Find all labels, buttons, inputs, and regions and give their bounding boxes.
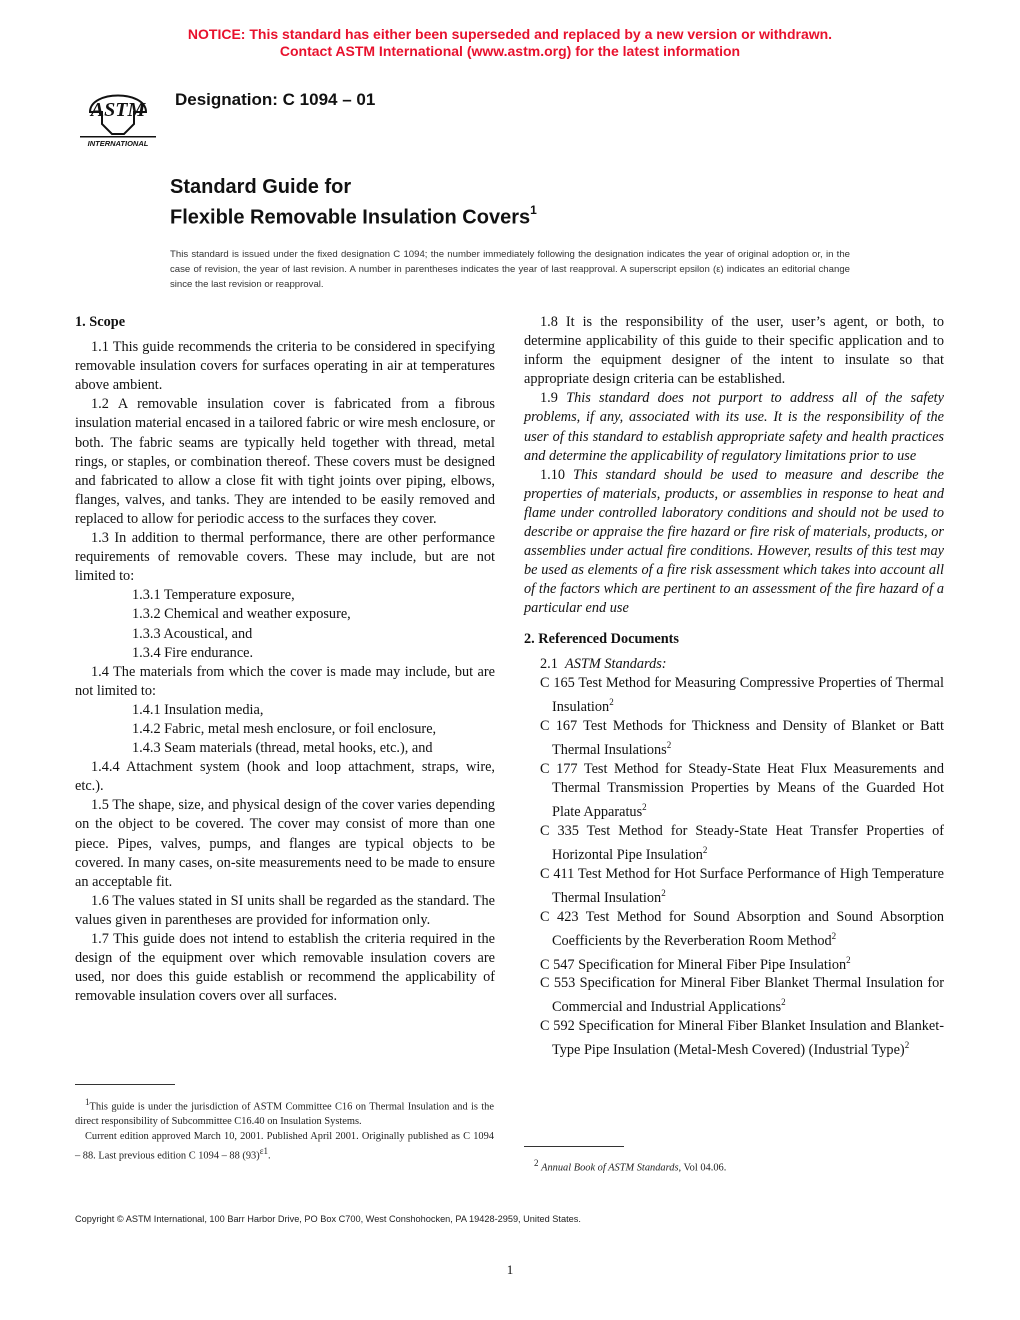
logo-underline-bar — [80, 136, 156, 138]
paragraph-1-3-2: 1.3.2 Chemical and weather exposure, — [132, 606, 351, 623]
paragraph-1-1: 1.1 This guide recommends the criteria to be considered in specifying removable insulation covers for surfaces operating in air at temperatures above ambient. — [75, 339, 495, 394]
paragraph-1-10-text: This standard should be used to measure and describe the properties of materials, products, or assemblies in response to heat and flame under controlled laboratory conditions and should not be used to describe or appraise the fire hazard or fire risk of materials, products, or assemblies under actual fire conditions. However, results of this test may be used as elements of a fire risk assessment which takes into account all of the factors which are pertinent to an assessment of the fire hazard of a particular end use — [524, 466, 944, 617]
paragraph-1-4-2: 1.4.2 Fabric, metal mesh enclosure, or foil enclosure, — [132, 720, 437, 737]
paragraph-1-4: 1.4 The materials from which the cover is made may include, but are not limited to: — [75, 663, 495, 699]
paragraph-2-1-text: ASTM Standards: — [565, 655, 667, 672]
paragraph-1-3-3: 1.3.3 Acoustical, and — [132, 625, 253, 642]
footnote-1 — [75, 1095, 494, 1164]
paragraph-1-4-4: 1.4.4 Attachment system (hook and loop attachment, straps, wire, etc.). — [75, 759, 495, 795]
footnote-1-edition: Current edition approved March 10, 2001. Published April 2001. Originally published as C 1094 – 88. Last previous edition C 1094 – 88 $(93)^{\varepsilon 1}$. — [75, 1131, 494, 1162]
right-column — [524, 313, 944, 1060]
notice-line-2: Contact ASTM International (www.astm.org) for the latest information — [279, 43, 741, 59]
footnote-2 — [524, 1156, 943, 1175]
reference-item: C 547 Specification for Mineral Fiber Pipe Insulation$^2$ — [540, 954, 851, 973]
designation: Designation: C 1094 – 01 — [175, 90, 376, 109]
reference-item: C 167 Test Methods for Thickness and Density of Blanket or Batt Thermal Insulations$^2$ — [540, 717, 944, 758]
paragraph-1-9-text: This standard does not purport to address all of the safety problems, if any, associated with its use. It is the responsibility of the user of this standard to establish appropriate safety and health practices and determine the applicability of regulatory limitations prior to use — [524, 390, 944, 464]
footnote-1-text: $^1$This guide is under the jurisdiction of ASTM Committee C16 on Thermal Insulation and is the direct responsibility of Subcommittee C16.40 on Insulation Systems. — [75, 1097, 494, 1128]
reference-item: C 177 Test Method for Steady-State Heat Flux Measurements and Thermal Transmission Properties by Means of the Guarded Hot Plate Apparatus$^2$ — [540, 760, 944, 820]
paragraph-1-7: 1.7 This guide does not intend to establish the criteria required in the design of the equipment over which removable insulation covers are used, nor does this guide establish or recommend the applicability of removable insulation covers over all surfaces. — [75, 931, 495, 1005]
paragraph-1-10 — [524, 466, 944, 619]
issuance-note: This standard is issued under the fixed designation C 1094; the number immediately following the designation indicates the year of original adoption or, in the case of revision, the year of last revision. A number in parentheses indicates the year of last reapproval. A superscript epsilon (ε) indicates an editorial change since the last revision or reapproval. — [170, 249, 850, 290]
reference-item: C 411 Test Method for Hot Surface Performance of High Temperature Thermal Insulation$^2$ — [540, 865, 944, 906]
paragraph-1-6: 1.6 The values stated in SI units shall be regarded as the standard. The values given in parentheses are provided for information only. — [75, 892, 495, 928]
title-line-1: Standard Guide for — [170, 176, 352, 198]
logo-astm-text: ASTM — [90, 99, 146, 121]
title-line-2 — [170, 200, 537, 231]
page-number: 1 — [506, 1262, 514, 1277]
paragraph-1-5: 1.5 The shape, size, and physical design of the cover varies depending on the object to be covered. The cover may consist of more than one piece. Pipes, valves, pumps, and flanges are typical objects to be covered. In many cases, on-site measurements need to be made to ensure an acceptable fit. — [75, 797, 495, 890]
section-heading-scope: 1. Scope — [75, 314, 126, 330]
logo-international-text: INTERNATIONAL — [87, 139, 149, 148]
footnote-divider-right — [524, 1146, 624, 1147]
title-text: Flexible Removable Insulation Covers — [170, 206, 531, 229]
paragraph-1-3-4: 1.3.4 Fire endurance. — [132, 644, 254, 661]
section-heading-referenced-documents: 2. Referenced Documents — [524, 630, 679, 647]
title-footnote-mark: 1 — [530, 203, 537, 217]
copyright-notice: Copyright © ASTM International, 100 Barr Harbor Drive, PO Box C700, West Conshohocken, PA 19428-2959, United States. — [75, 1214, 581, 1224]
reference-item: C 423 Test Method for Sound Absorption and Sound Absorption Coefficients by the Reverberation Room Method$^2$ — [540, 908, 944, 949]
document-title — [170, 175, 537, 231]
left-column — [75, 313, 495, 1006]
paragraph-2-1-number: 2.1 — [540, 655, 558, 672]
paragraph-1-9-number: 1.9 — [540, 390, 558, 407]
footnote-divider-left — [75, 1084, 175, 1085]
paragraph-1-4-3: 1.4.3 Seam materials (thread, metal hooks, etc.), and — [132, 740, 433, 757]
notice-line-1: NOTICE: This standard has either been superseded and replaced by a new version or withdrawn. — [187, 26, 833, 42]
paragraph-1-2: 1.2 A removable insulation cover is fabricated from a fibrous insulation material encased in a tailored fabric or wire mesh enclosure, or both. The fabric seams are typically held together with thread, metal rings, or staples, or combination thereof. These covers must be designed and fabricated to allow a close fit with tight joints over piping, elbows, flanges, valves, and tanks. They are intended to be easily removed and replaced to allow for periodic access to the surfaces they cover. — [75, 396, 496, 527]
astm-logo — [76, 76, 160, 150]
reference-item: C 335 Test Method for Steady-State Heat Transfer Properties of Horizontal Pipe Insulation$^2$ — [540, 822, 944, 863]
reference-item: C 553 Specification for Mineral Fiber Blanket Thermal Insulation for Commercial and Industrial Applications$^2$ — [540, 975, 944, 1016]
paragraph-1-8: 1.8 It is the responsibility of the user, user’s agent, or both, to determine applicability of this guide to their specific application and to inform the equipment designer of the intent to insulate so that appropriate design criteria can be established. — [524, 314, 944, 388]
reference-item: C 592 Specification for Mineral Fiber Blanket Insulation and Blanket-Type Pipe Insulation (Metal-Mesh Covered) (Industrial Type)$^2$ — [540, 1018, 944, 1059]
paragraph-1-3: 1.3 In addition to thermal performance, there are other performance requirements of removable covers. These may include, but are not limited to: — [75, 530, 495, 585]
paragraph-2-1 — [524, 655, 944, 674]
notice-banner — [0, 26, 1020, 60]
paragraph-1-4-1: 1.4.1 Insulation media, — [132, 701, 264, 718]
footnote-2-text: $^2$ Annual Book of ASTM Standards, Vol 04.06. — [534, 1158, 727, 1174]
paragraph-1-3-1: 1.3.1 Temperature exposure, — [132, 587, 295, 604]
reference-item: C 165 Test Method for Measuring Compressive Properties of Thermal Insulation$^2$ — [540, 674, 944, 715]
paragraph-1-10-number: 1.10 — [540, 466, 566, 483]
paragraph-1-9 — [524, 389, 944, 465]
